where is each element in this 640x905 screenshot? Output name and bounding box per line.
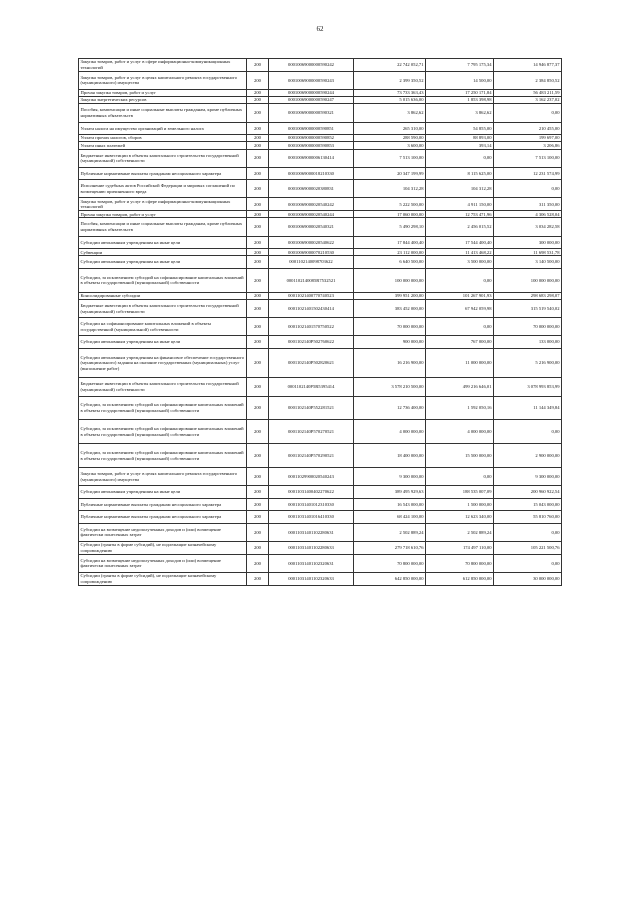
table-row: [79, 396, 562, 420]
row-executed-amount: 7 795 175,34: [426, 59, 494, 72]
table-row: [79, 336, 562, 349]
table-row: [79, 348, 562, 377]
row-executed-amount: 1 853 398,98: [426, 97, 494, 104]
row-name: Закупка товаров, работ и услуг в сфере информационно-коммуникационных технологий: [79, 59, 247, 72]
row-type-code: 200: [247, 486, 269, 499]
row-approved-amount: 383 452 000,00: [354, 299, 426, 317]
row-unexecuted-amount: 5 216 900,00: [494, 348, 562, 377]
row-approved-amount: 18 400 000,00: [354, 444, 426, 468]
budget-table-body: [79, 59, 562, 586]
row-budget-code: 0001102140P552281521: [269, 396, 354, 420]
row-approved-amount: 5 490 298,10: [354, 218, 426, 236]
table-row: [79, 211, 562, 218]
row-approved-amount: 4 000 000,00: [354, 420, 426, 444]
row-approved-amount: 9 300 000,00: [354, 467, 426, 485]
row-executed-amount: 2 502 889,24: [426, 523, 494, 541]
row-budget-code: 00011031401102280633: [269, 542, 354, 555]
row-type-code: 200: [247, 348, 269, 377]
row-type-code: 200: [247, 420, 269, 444]
row-name: Уплата прочих налогов, сборов: [79, 135, 247, 142]
row-executed-amount: 67 942 059,98: [426, 299, 494, 317]
row-budget-code: 00011031400402270622: [269, 486, 354, 499]
row-name: Закупка товаров, работ и услуг в целях капитального ремонта государственного (муниципального) имущества: [79, 71, 247, 89]
row-name: Закупка товаров, работ и услуг в целях капитального ремонта государственного (муниципального) имущества: [79, 467, 247, 485]
row-approved-amount: 2 399 350,52: [354, 71, 426, 89]
row-unexecuted-amount: 210 455,00: [494, 122, 562, 135]
row-executed-amount: 612 850 000,00: [426, 573, 494, 586]
row-name: Субсидии, за исключением субсидий на софинансирование капитальных вложений в объекты государственной (муниципальной) собственности: [79, 269, 247, 293]
row-executed-amount: 14 500,00: [426, 71, 494, 89]
row-type-code: 200: [247, 218, 269, 236]
row-executed-amount: 767 000,00: [426, 336, 494, 349]
row-name: Исполнение судебных актов Российской Федерации и мировых соглашений по возмещению причиненного вреда: [79, 180, 247, 198]
row-budget-code: 00010069000000590321: [269, 104, 354, 122]
table-row: [79, 498, 562, 511]
table-row: [79, 292, 562, 299]
row-unexecuted-amount: 11 698 531,78: [494, 249, 562, 256]
row-unexecuted-amount: 3 162 237,02: [494, 97, 562, 104]
row-type-code: 200: [247, 97, 269, 104]
table-row: [79, 236, 562, 249]
row-budget-code: 0001102140P5R5395414: [269, 378, 354, 396]
row-budget-code: 00011031401102320631: [269, 554, 354, 572]
row-executed-amount: 393,14: [426, 142, 494, 149]
row-type-code: 200: [247, 396, 269, 420]
row-name: Субсидии на возмещение недополученных доходов и (или) возмещение фактически понесенных затрат: [79, 523, 247, 541]
row-budget-code: 00010069000000590242: [269, 59, 354, 72]
table-row: [79, 135, 562, 142]
row-budget-code: 00010069000020380831: [269, 180, 354, 198]
row-approved-amount: 7 513 100,00: [354, 149, 426, 167]
row-executed-amount: 4 911 150,00: [426, 198, 494, 211]
row-approved-amount: 104 312,28: [354, 180, 426, 198]
row-type-code: 200: [247, 523, 269, 541]
row-type-code: 200: [247, 573, 269, 586]
row-executed-amount: 12 753 471,96: [426, 211, 494, 218]
row-approved-amount: 23 112 000,00: [354, 249, 426, 256]
row-unexecuted-amount: 56 483 211,59: [494, 89, 562, 96]
row-name: Публичные нормативные выплаты гражданам несоциального характера: [79, 498, 247, 511]
row-unexecuted-amount: 0,00: [494, 523, 562, 541]
row-type-code: 200: [247, 554, 269, 572]
table-row: [79, 269, 562, 293]
table-row: [79, 218, 562, 236]
row-unexecuted-amount: 3 078 993 853,99: [494, 378, 562, 396]
row-name: Субсидии автономным учреждениям на иные цели: [79, 486, 247, 499]
table-row: [79, 444, 562, 468]
row-name: Субсидии автономным учреждениям на иные цели: [79, 256, 247, 269]
row-type-code: 200: [247, 180, 269, 198]
row-unexecuted-amount: 30 000 000,00: [494, 573, 562, 586]
row-budget-code: 00010069000000590244: [269, 89, 354, 96]
table-row: [79, 122, 562, 135]
table-row: [79, 554, 562, 572]
row-executed-amount: 17 250 171,84: [426, 89, 494, 96]
table-row: [79, 142, 562, 149]
row-budget-code: 00010069000000590851: [269, 122, 354, 135]
row-budget-code: 00010069000000590853: [269, 142, 354, 149]
row-unexecuted-amount: 12 231 574,99: [494, 167, 562, 180]
row-unexecuted-amount: 311 350,00: [494, 198, 562, 211]
row-budget-code: 00010069000070210530: [269, 249, 354, 256]
row-executed-amount: 0,00: [426, 318, 494, 336]
row-unexecuted-amount: 0,00: [494, 104, 562, 122]
row-type-code: 200: [247, 122, 269, 135]
row-unexecuted-amount: 133 000,00: [494, 336, 562, 349]
row-name: Субсидии автономным учреждениям на иные цели: [79, 336, 247, 349]
table-row: [79, 378, 562, 396]
row-executed-amount: 1 500 000,00: [426, 498, 494, 511]
row-type-code: 200: [247, 511, 269, 524]
row-type-code: 200: [247, 71, 269, 89]
page-number: 62: [316, 25, 324, 33]
row-budget-code: 0001102140P570270521: [269, 420, 354, 444]
row-unexecuted-amount: 7 513 100,00: [494, 149, 562, 167]
row-name: Бюджетные инвестиции в объекты капитального строительства государственной (муниципальной) собственности: [79, 378, 247, 396]
row-approved-amount: 16 543 000,00: [354, 498, 426, 511]
row-approved-amount: 16 216 900,00: [354, 348, 426, 377]
table-row: [79, 149, 562, 167]
row-name: Бюджетные инвестиции в объекты капитального строительства государственной (муниципальной) собственности: [79, 299, 247, 317]
row-type-code: 200: [247, 142, 269, 149]
row-type-code: 200: [247, 149, 269, 167]
row-approved-amount: 3 578 210 500,00: [354, 378, 426, 396]
row-executed-amount: 499 216 646,01: [426, 378, 494, 396]
row-approved-amount: 265 310,00: [354, 122, 426, 135]
row-executed-amount: 11 413 468,22: [426, 249, 494, 256]
row-unexecuted-amount: 200 960 922,54: [494, 486, 562, 499]
table-row: [79, 420, 562, 444]
table-row: [79, 486, 562, 499]
row-name: Субсидии, за исключением субсидий на софинансирование капитальных вложений в объекты государственной (муниципальной) собственности: [79, 396, 247, 420]
row-unexecuted-amount: 4 306 528,04: [494, 211, 562, 218]
row-approved-amount: 17 844 400,40: [354, 236, 426, 249]
row-executed-amount: 1 592 050,16: [426, 396, 494, 420]
table-row: [79, 89, 562, 96]
row-approved-amount: 5 222 500,00: [354, 198, 426, 211]
row-budget-code: 00011021401570750522: [269, 318, 354, 336]
row-name: Субсидии, за исключением субсидий на софинансирование капитальных вложений в объекты государственной (муниципальной) собственности: [79, 444, 247, 468]
row-unexecuted-amount: 0,00: [494, 420, 562, 444]
row-approved-amount: 642 850 000,00: [354, 573, 426, 586]
row-approved-amount: 3 862,62: [354, 104, 426, 122]
row-executed-amount: 3 500 000,00: [426, 256, 494, 269]
row-budget-code: 0001102140085R7532521: [269, 269, 354, 293]
row-approved-amount: 68 424 100,00: [354, 511, 426, 524]
row-unexecuted-amount: 100 000 000,00: [494, 269, 562, 293]
row-budget-code: 00011021401502430414: [269, 299, 354, 317]
row-budget-code: 00011031401016410330: [269, 511, 354, 524]
table-row: [79, 167, 562, 180]
row-unexecuted-amount: 199 697,00: [494, 135, 562, 142]
row-approved-amount: 100 000 000,00: [354, 269, 426, 293]
row-executed-amount: 11 000 000,00: [426, 348, 494, 377]
table-row: [79, 256, 562, 269]
row-executed-amount: 15 500 000,00: [426, 444, 494, 468]
row-name: Консолидированные субсидии: [79, 292, 247, 299]
row-unexecuted-amount: 11 144 349,84: [494, 396, 562, 420]
row-name: Закупка товаров, работ и услуг в сфере информационно-коммуникационных технологий: [79, 198, 247, 211]
row-executed-amount: 54 855,00: [426, 122, 494, 135]
row-unexecuted-amount: 2 900 000,00: [494, 444, 562, 468]
row-type-code: 200: [247, 135, 269, 142]
row-budget-code: 00010069000020540622: [269, 236, 354, 249]
table-row: [79, 71, 562, 89]
row-budget-code: 0001102140P502820621: [269, 348, 354, 377]
row-name: Уплата налога на имущество организаций и земельного налога: [79, 122, 247, 135]
table-row: [79, 573, 562, 586]
row-budget-code: 00010069000020540242: [269, 198, 354, 211]
row-unexecuted-amount: 2 384 850,52: [494, 71, 562, 89]
row-unexecuted-amount: 15 043 000,00: [494, 498, 562, 511]
row-executed-amount: 8 115 625,00: [426, 167, 494, 180]
table-row: [79, 299, 562, 317]
row-executed-amount: 0,00: [426, 467, 494, 485]
row-name: Уплата иных платежей: [79, 142, 247, 149]
table-row: [79, 467, 562, 485]
row-budget-code: 0001102140P502760622: [269, 336, 354, 349]
table-row: [79, 59, 562, 72]
row-executed-amount: 2 456 015,52: [426, 218, 494, 236]
row-executed-amount: 17 544 400,40: [426, 236, 494, 249]
row-budget-code: 00011031401012310330: [269, 498, 354, 511]
row-type-code: 200: [247, 318, 269, 336]
table-row: [79, 542, 562, 555]
row-approved-amount: 5 015 636,00: [354, 97, 426, 104]
row-name: Субсидии на софинансирование капитальных вложений в объекты государственной (муниципальной) собственности: [79, 318, 247, 336]
row-type-code: 200: [247, 498, 269, 511]
table-row: [79, 249, 562, 256]
row-approved-amount: 2 502 889,24: [354, 523, 426, 541]
row-name: Прочая закупка товаров, работ и услуг: [79, 89, 247, 96]
row-unexecuted-amount: 105 221 500,76: [494, 542, 562, 555]
row-type-code: 200: [247, 104, 269, 122]
row-name: Прочая закупка товаров, работ и услуг: [79, 211, 247, 218]
row-name: Субсидии на возмещение недополученных доходов и (или) возмещение фактически понесенных затрат: [79, 554, 247, 572]
row-approved-amount: 399 951 200,00: [354, 292, 426, 299]
row-approved-amount: 20 347 199,99: [354, 167, 426, 180]
row-unexecuted-amount: 298 683 298,07: [494, 292, 562, 299]
table-row: [79, 104, 562, 122]
row-type-code: 200: [247, 167, 269, 180]
row-type-code: 200: [247, 542, 269, 555]
row-name: Субвенции: [79, 249, 247, 256]
row-approved-amount: 389 495 929,63: [354, 486, 426, 499]
table-row: [79, 198, 562, 211]
row-unexecuted-amount: 3 034 282,58: [494, 218, 562, 236]
row-executed-amount: 0,00: [426, 149, 494, 167]
row-budget-code: 00011029900020540243: [269, 467, 354, 485]
row-type-code: 200: [247, 444, 269, 468]
table-row: [79, 97, 562, 104]
row-budget-code: 0001102140098703622: [269, 256, 354, 269]
row-budget-code: 0001102140P570290521: [269, 444, 354, 468]
row-unexecuted-amount: 0,00: [494, 180, 562, 198]
row-executed-amount: 104 312,28: [426, 180, 494, 198]
row-approved-amount: 22 742 052,71: [354, 59, 426, 72]
row-type-code: 200: [247, 236, 269, 249]
row-budget-code: 00010069000018210330: [269, 167, 354, 180]
row-type-code: 200: [247, 89, 269, 96]
table-row: [79, 511, 562, 524]
row-type-code: 200: [247, 292, 269, 299]
row-executed-amount: 4 000 000,00: [426, 420, 494, 444]
row-unexecuted-amount: 0,00: [494, 554, 562, 572]
row-name: Бюджетные инвестиции в объекты капитального строительства государственной (муниципальной) собственности: [79, 149, 247, 167]
row-budget-code: 00010069000020540321: [269, 218, 354, 236]
row-type-code: 200: [247, 299, 269, 317]
table-row: [79, 318, 562, 336]
row-name: Субсидии (гранты в форме субсидий), не подлежащие казначейскому сопровождению: [79, 542, 247, 555]
row-approved-amount: 70 000 000,00: [354, 318, 426, 336]
row-type-code: 200: [247, 249, 269, 256]
row-approved-amount: 17 060 000,00: [354, 211, 426, 218]
row-budget-code: 00010069000000590243: [269, 71, 354, 89]
row-budget-code: 00011031401102320633: [269, 573, 354, 586]
row-type-code: 200: [247, 269, 269, 293]
row-executed-amount: 70 800 000,00: [426, 554, 494, 572]
row-executed-amount: 12 623 340,00: [426, 511, 494, 524]
row-name: Субсидии (гранты в форме субсидий), не подлежащие казначейскому сопровождению: [79, 573, 247, 586]
row-type-code: 200: [247, 467, 269, 485]
row-executed-amount: 174 497 110,00: [426, 542, 494, 555]
row-unexecuted-amount: 300 000,00: [494, 236, 562, 249]
row-approved-amount: 70 800 000,00: [354, 554, 426, 572]
row-unexecuted-amount: 9 300 000,00: [494, 467, 562, 485]
row-unexecuted-amount: 3 140 500,00: [494, 256, 562, 269]
row-unexecuted-amount: 315 519 540,02: [494, 299, 562, 317]
row-approved-amount: 288 590,00: [354, 135, 426, 142]
row-executed-amount: 101 267 901,93: [426, 292, 494, 299]
row-approved-amount: 6 640 500,00: [354, 256, 426, 269]
row-name: Субсидии автономным учреждениям на иные цели: [79, 236, 247, 249]
row-name: Субсидии, за исключением субсидий на софинансирование капитальных вложений в объекты государственной (муниципальной) собственности: [79, 420, 247, 444]
row-budget-code: 00010069000000590852: [269, 135, 354, 142]
row-approved-amount: 12 736 400,00: [354, 396, 426, 420]
row-name: Публичные нормативные выплаты гражданам несоциального характера: [79, 511, 247, 524]
row-unexecuted-amount: 70 000 000,00: [494, 318, 562, 336]
table-row: [79, 180, 562, 198]
row-name: Публичные нормативные выплаты гражданам несоциального характера: [79, 167, 247, 180]
row-type-code: 200: [247, 59, 269, 72]
table-row: [79, 523, 562, 541]
row-unexecuted-amount: 3 206,86: [494, 142, 562, 149]
row-budget-code: 00010069000020540244: [269, 211, 354, 218]
budget-table: [78, 58, 562, 586]
row-unexecuted-amount: 55 810 760,00: [494, 511, 562, 524]
row-unexecuted-amount: 14 946 877,37: [494, 59, 562, 72]
row-type-code: 200: [247, 211, 269, 218]
row-approved-amount: 73 733 363,43: [354, 89, 426, 96]
row-approved-amount: 279 718 610,76: [354, 542, 426, 555]
row-budget-code: 00010069000000590247: [269, 97, 354, 104]
row-approved-amount: 900 000,00: [354, 336, 426, 349]
row-name: Субсидии автономным учреждениям на финансовое обеспечение государственного (муниципального) задания на оказание государственных (муниципальных) услуг (выполнение работ): [79, 348, 247, 377]
row-type-code: 200: [247, 336, 269, 349]
row-executed-amount: 88 893,00: [426, 135, 494, 142]
row-executed-amount: 0,00: [426, 269, 494, 293]
row-budget-code: 00010069000006130414: [269, 149, 354, 167]
row-approved-amount: 3 600,00: [354, 142, 426, 149]
row-type-code: 200: [247, 256, 269, 269]
row-name: Пособия, компенсации и иные социальные выплаты гражданам, кроме публичных нормативных обязательств: [79, 104, 247, 122]
row-executed-amount: 3 862,62: [426, 104, 494, 122]
row-name: Пособия, компенсации и иные социальные выплаты гражданам, кроме публичных нормативных обязательств: [79, 218, 247, 236]
row-name: Закупка энергетических ресурсов: [79, 97, 247, 104]
row-type-code: 200: [247, 378, 269, 396]
row-type-code: 200: [247, 198, 269, 211]
row-executed-amount: 188 535 007,09: [426, 486, 494, 499]
row-budget-code: 00011021400770740523: [269, 292, 354, 299]
row-budget-code: 00011031401102280631: [269, 523, 354, 541]
